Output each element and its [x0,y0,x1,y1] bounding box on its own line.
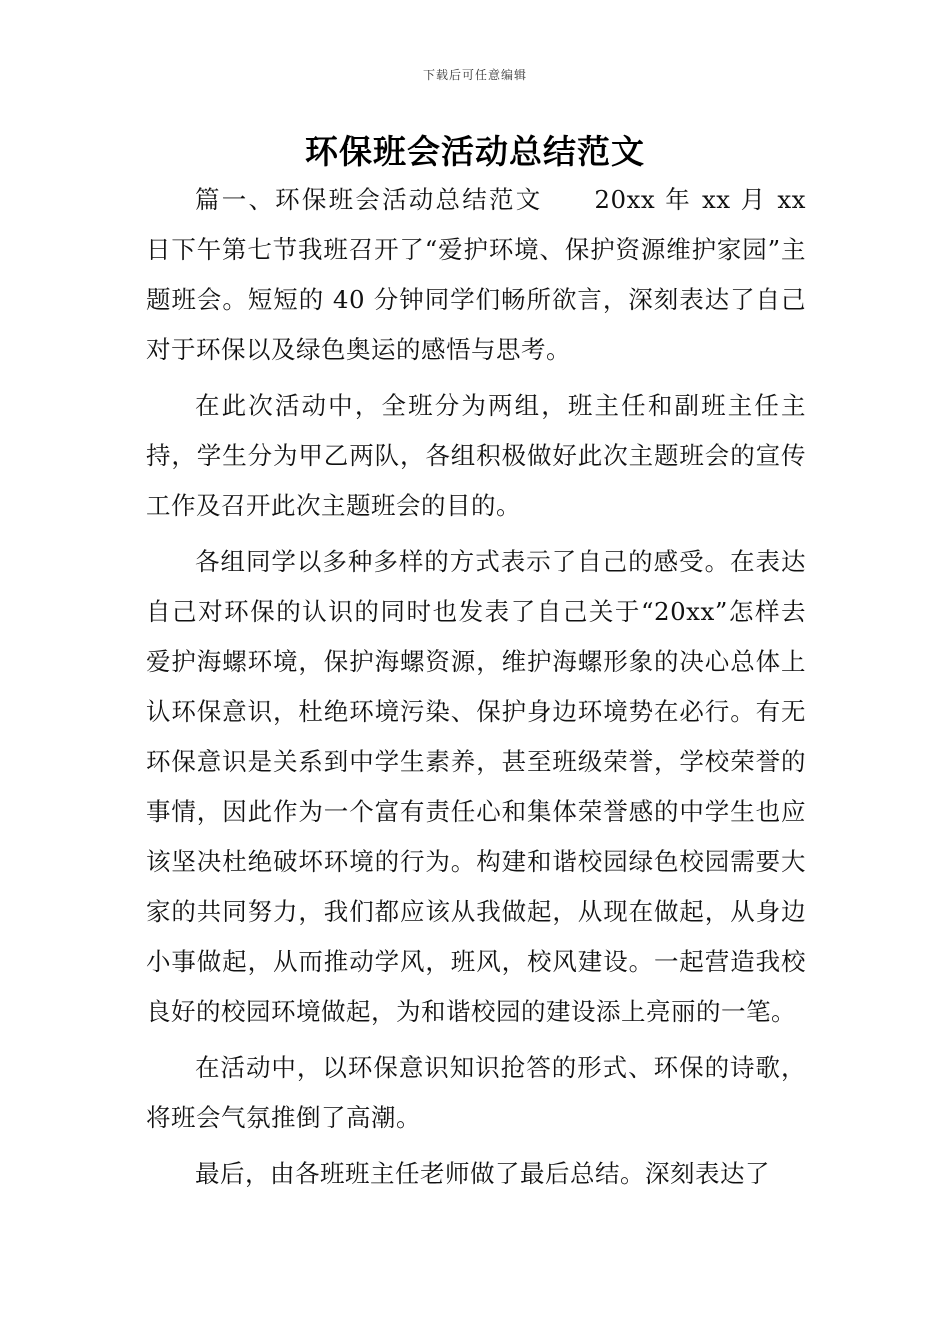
paragraph-3: 各组同学以多种多样的方式表示了自己的感受。在表达自己对环保的认识的同时也发表了自己关于“20xx”怎样去爱护海螺环境，保护海螺资源，维护海螺形象的决心总体上认环保意识，杜绝环境污染、保护身边环境势在必行。有无环保意识是关系到中学生素养，甚至班级荣誉，学校荣誉的事情，因此作为一个富有责任心和集体荣誉感的中学生也应该坚决杜绝破坏环境的行为。构建和谐校园绿色校园需要大家的共同努力，我们都应该从我做起，从现在做起，从身边小事做起，从而推动学风，班风，校风建设。一起营造我校良好的校园环境做起，为和谐校园的建设添上亮丽的一笔。 [146,547,806,1026]
paragraph-lead: 篇一、环保班会活动总结范文 [195,185,543,214]
paragraph-4: 在活动中，以环保意识知识抢答的形式、环保的诗歌，将班会气氛推倒了高潮。 [146,1053,806,1132]
paragraph-1 [146,175,806,375]
header-note: 下载后可任意编辑 [422,68,527,82]
document-title: 环保班会活动总结范文 [305,132,645,171]
document-body [146,175,806,1205]
paragraph-text: 20xx 年 xx 月 xx 日下午第七节我班召开了“爱护环境、保护资源维护家园”主题班会。短短的 40 分钟同学们畅所欲言，深刻表达了自己对于环保以及绿色奥运的感悟与思考。 [146,185,806,364]
paragraph-2: 在此次活动中，全班分为两组，班主任和副班主任主持，学生分为甲乙两队，各组积极做好此次主题班会的宣传工作及召开此次主题班会的目的。 [146,391,806,520]
paragraph-5: 最后，由各班班主任老师做了最后总结。深刻表达了 [195,1159,770,1188]
